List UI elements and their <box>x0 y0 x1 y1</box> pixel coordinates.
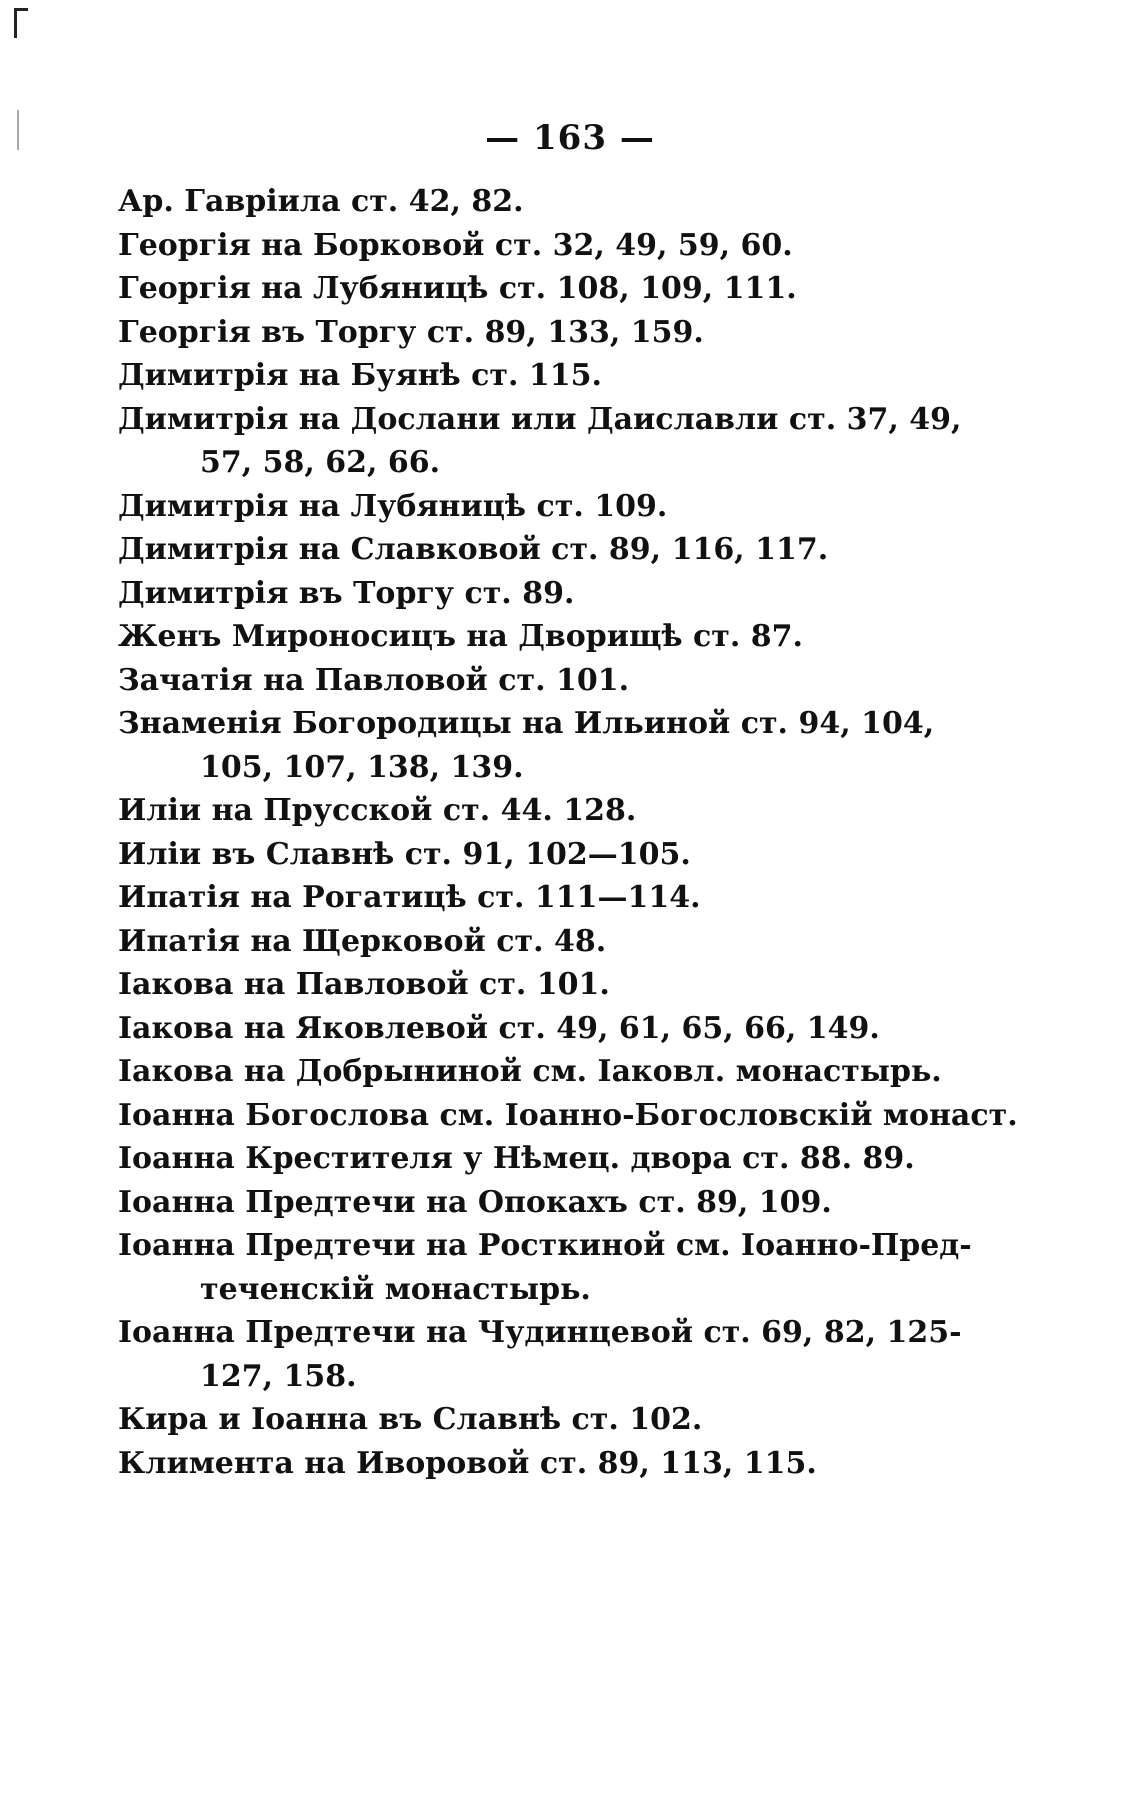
index-entry-line: Кира и Iоанна въ Славнѣ ст. 102. <box>118 1402 703 1437</box>
index-entry <box>118 1007 948 1051</box>
index-entry <box>118 354 948 398</box>
index-entry <box>118 572 948 616</box>
index-entry-line: Iоанна Предтечи на Опокахъ ст. 89, 109. <box>118 1184 832 1220</box>
index-entry <box>118 833 948 877</box>
index-entry-line: Димитрiя на Славковой ст. 89, 116, 117. <box>118 532 829 567</box>
index-entry-line: Iоанна Предтечи на Росткиной см. Iоанно-Пред- <box>118 1228 972 1263</box>
page-number: — 163 — <box>485 118 655 158</box>
index-entry <box>118 1398 948 1442</box>
index-entry-line: Iоанна Крестителя у Нѣмец. двора ст. 88. 89. <box>118 1141 915 1176</box>
index-entry <box>118 1137 948 1181</box>
index-entry <box>118 398 962 485</box>
index-entry <box>118 920 948 964</box>
index-entry-line: Iоанна Богослова см. Iоанно-Богословскiй монаст. <box>118 1097 1018 1133</box>
index-entry <box>118 659 948 703</box>
index-entry <box>118 485 948 529</box>
index-entry-line: Илiи въ Славнѣ ст. 91, 102—105. <box>118 836 691 872</box>
index-entry-line: Илiи на Прусской ст. 44. 128. <box>118 793 637 828</box>
index-entry-line: Iакова на Яковлевой ст. 49, 61, 65, 66, 149. <box>118 1010 880 1046</box>
index-entry <box>118 528 948 572</box>
index-entry-line: Зачатiя на Павловой ст. 101. <box>118 662 630 698</box>
index-entry <box>118 1094 1018 1138</box>
index-entry-line: Георгiя въ Торгу ст. 89, 133, 159. <box>118 314 704 350</box>
index-entry-line: Женъ Мироносицъ на Дворищѣ ст. 87. <box>118 619 803 654</box>
index-entry <box>118 1181 948 1225</box>
index-entry <box>118 702 948 789</box>
index-entry-continuation: 57, 58, 62, 66. <box>200 445 441 480</box>
index-entry <box>118 311 948 355</box>
index-entry <box>118 267 948 311</box>
index-entry-line: Знаменiя Богородицы на Ильиной ст. 94, 104, <box>118 706 935 741</box>
index-entry-line: Iоанна Предтечи на Чудинцевой ст. 69, 82, 125- <box>118 1315 962 1350</box>
index-entry-line: Климента на Иворовой ст. 89, 113, 115. <box>118 1445 817 1481</box>
index-entry <box>118 1311 962 1398</box>
index-entry-continuation: теченскiй монастырь. <box>200 1271 591 1307</box>
index-entry-continuation: 127, 158. <box>200 1358 357 1394</box>
index-entry <box>118 963 948 1007</box>
index-entry-line: Димитрiя на Дослани или Даиславли ст. 37, 49, <box>118 401 962 437</box>
index-entry <box>118 1224 972 1311</box>
index-entry <box>118 615 948 659</box>
index-entry-line: Димитрiя на Лубяницѣ ст. 109. <box>118 488 668 524</box>
index-entry-line: Ар. Гаврiила ст. 42, 82. <box>118 184 524 219</box>
index-entry-line: Димитрiя въ Торгу ст. 89. <box>118 575 575 611</box>
church-index-list <box>118 180 1018 1485</box>
index-entry-line: Ипатiя на Рогатицѣ ст. 111—114. <box>118 880 701 915</box>
index-entry <box>118 789 948 833</box>
index-entry-continuation: 105, 107, 138, 139. <box>200 749 524 785</box>
index-entry <box>118 180 948 224</box>
index-entry-line: Ипатiя на Щерковой ст. 48. <box>118 923 607 959</box>
index-entry <box>118 1442 948 1486</box>
index-entry-line: Iакова на Павловой ст. 101. <box>118 967 610 1002</box>
index-entry <box>118 876 948 920</box>
index-entry-line: Димитрiя на Буянѣ ст. 115. <box>118 358 602 393</box>
index-entry-line: Георгiя на Борковой ст. 32, 49, 59, 60. <box>118 227 793 263</box>
index-entry-line: Георгiя на Лубяницѣ ст. 108, 109, 111. <box>118 271 797 306</box>
index-entry <box>118 1050 948 1094</box>
scan-corner-mark-vertical <box>14 8 17 38</box>
index-entry-line: Iакова на Добрыниной см. Iаковл. монастырь. <box>118 1054 942 1089</box>
index-entry <box>118 224 948 268</box>
